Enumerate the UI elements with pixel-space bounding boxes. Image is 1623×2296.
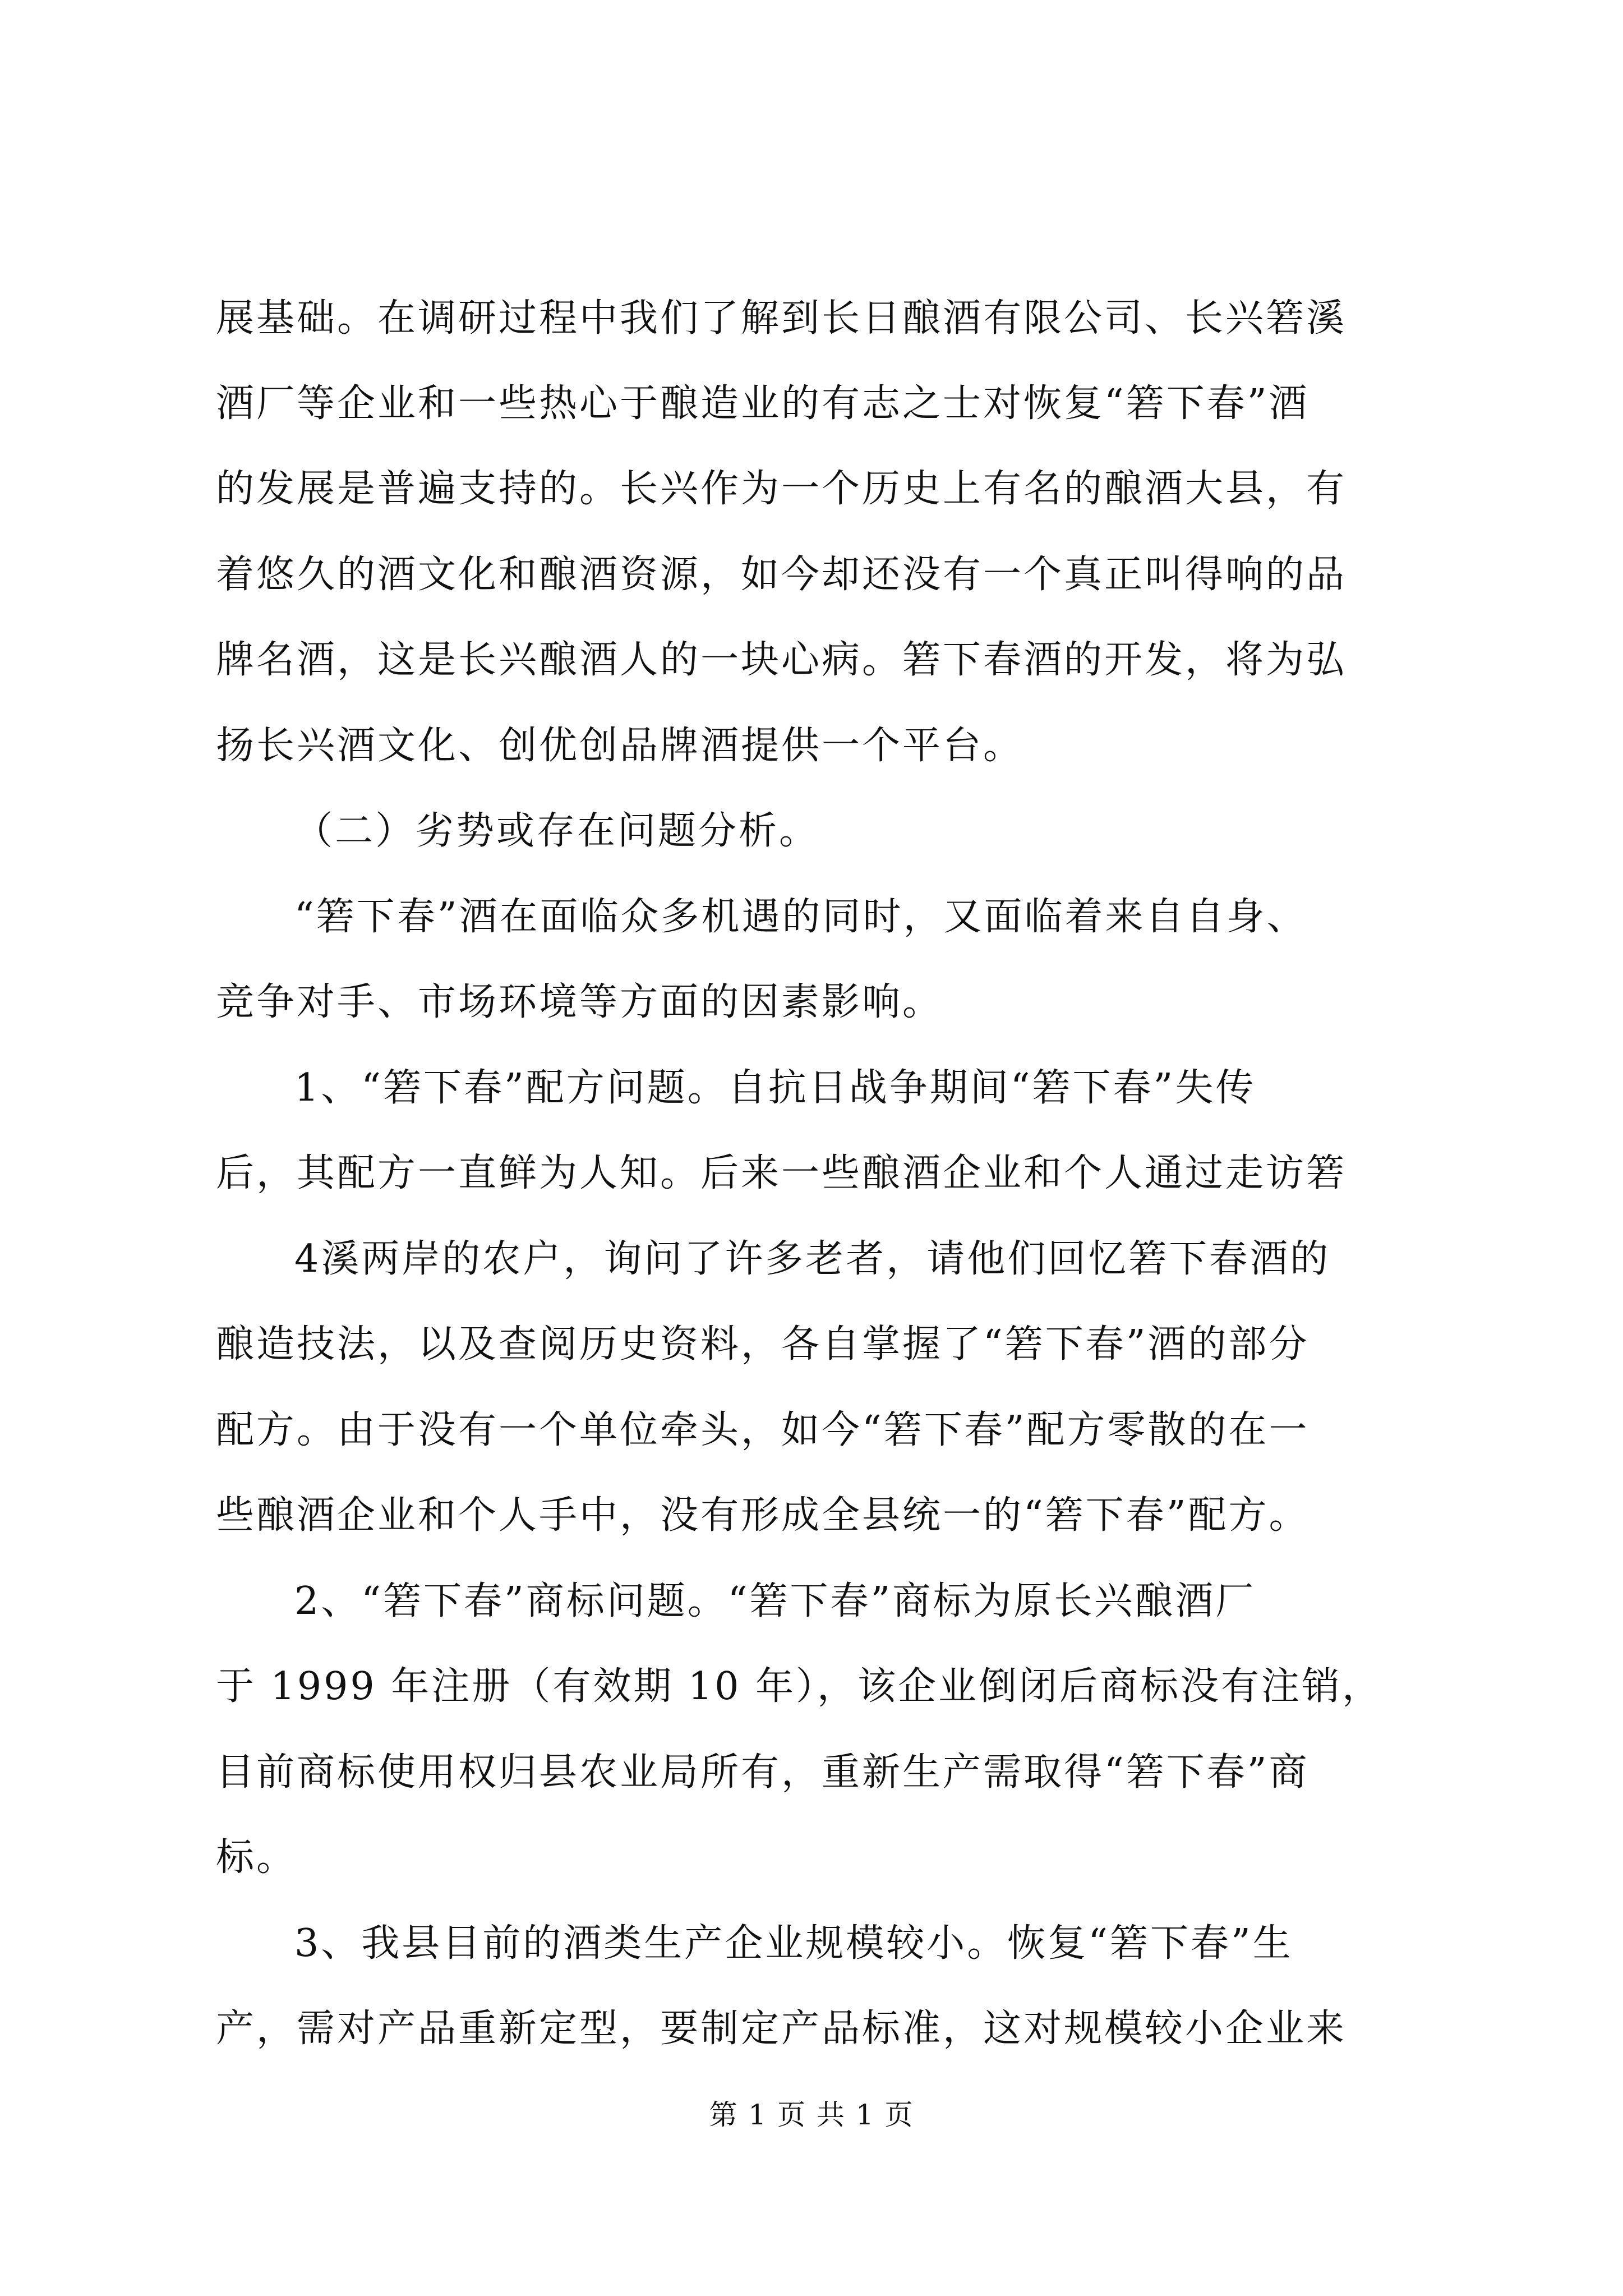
text-line-5: 牌名酒，这是长兴酿酒人的一块心病。箬下春酒的开发，将为弘 xyxy=(216,638,1347,682)
text-line-1: 展基础。在调研过程中我们了解到长日酿酒有限公司、长兴箬溪 xyxy=(216,296,1347,341)
text-line-13: 酿造技法，以及查阅历史资料，各自掌握了“箬下春”酒的部分 xyxy=(216,1322,1310,1366)
section-heading: （二）劣势或存在问题分析。 xyxy=(294,809,820,853)
text-line-9: 竞争对手、市场环境等方面的因素影响。 xyxy=(216,980,943,1024)
text-line-3: 的发展是普遍支持的。长兴作为一个历史上有名的酿酒大县，有 xyxy=(216,467,1347,511)
text-line-15: 些酿酒企业和个人手中，没有形成全县统一的“箬下春”配方。 xyxy=(216,1493,1310,1538)
text-line-19: 标。 xyxy=(216,1835,297,1880)
text-line-4: 着悠久的酒文化和酿酒资源，如今却还没有一个真正叫得响的品 xyxy=(216,553,1347,597)
text-line-20: 3、我县目前的酒类生产企业规模较小。恢复“箬下春”生 xyxy=(294,1921,1293,1966)
text-line-11: 后，其配方一直鲜为人知。后来一些酿酒企业和个人通过走访箬 xyxy=(216,1151,1347,1195)
text-line-17: 于 1999 年注册（有效期 10 年），该企业倒闭后商标没有注销， xyxy=(216,1664,1383,1709)
text-line-2: 酒厂等企业和一些热心于酿造业的有志之士对恢复“箬下春”酒 xyxy=(216,381,1310,426)
text-line-18: 目前商标使用权归县农业局所有，重新生产需取得“箬下春”商 xyxy=(216,1750,1310,1795)
text-line-8: “箬下春”酒在面临众多机遇的同时，又面临着来自自身、 xyxy=(294,895,1307,939)
text-line-16: 2、“箬下春”商标问题。“箬下春”商标为原长兴酿酒厂 xyxy=(294,1579,1256,1623)
text-line-10: 1、“箬下春”配方问题。自抗日战争期间“箬下春”失传 xyxy=(294,1066,1256,1110)
page-footer: 第 1 页 共 1 页 xyxy=(709,2099,914,2131)
text-line-14: 配方。由于没有一个单位牵头，如今“箬下春”配方零散的在一 xyxy=(216,1408,1310,1452)
text-line-21: 产，需对产品重新定型，要制定产品标准，这对规模较小企业来 xyxy=(216,2007,1347,2051)
text-line-12: 4溪两岸的农户，询问了许多老者，请他们回忆箬下春酒的 xyxy=(294,1237,1331,1281)
text-line-6: 扬长兴酒文化、创优创品牌酒提供一个平台。 xyxy=(216,724,1024,768)
